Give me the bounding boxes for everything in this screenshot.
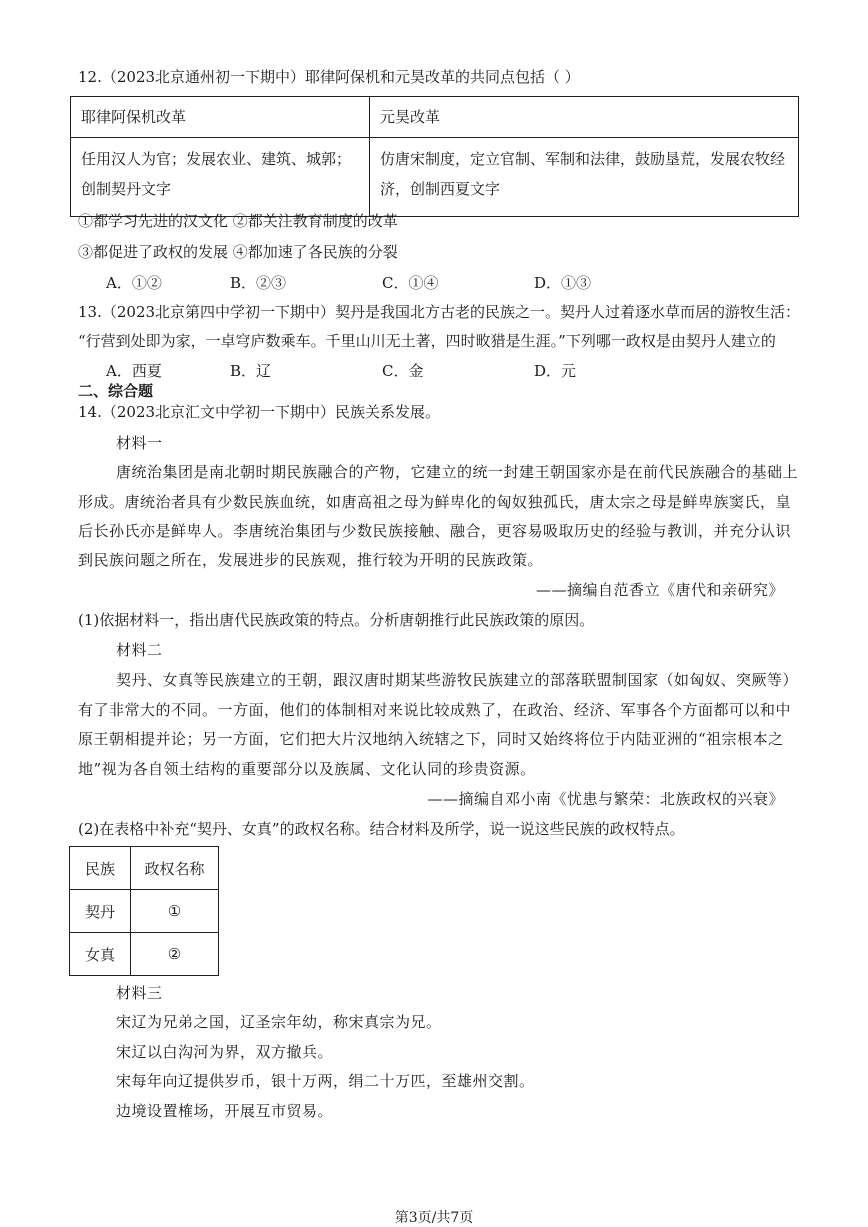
q12-option-b[interactable]: B．②③: [230, 274, 287, 292]
material-3-line-2: 宋辽以白沟河为界，双方撤兵。: [116, 1043, 334, 1061]
material-1-line-3: 后长孙氏亦是鲜卑人。李唐统治集团与少数民族接触、融合，更容易吸取历史的经验与教训，并充分认识: [78, 522, 792, 540]
material-1-source: ——摘编自范香立《唐代和亲研究》: [535, 581, 784, 599]
material-2-title: 材料二: [116, 641, 163, 659]
material-3-line-4: 边境设置榷场，开展互市贸易。: [116, 1102, 334, 1120]
material-1-line-2: 形成。唐统治者具有少数民族血统，如唐高祖之母为鲜卑化的匈奴独孤氏，唐太宗之母是鲜卑族窦氏，皇: [78, 493, 792, 511]
q12-table-header-2: 元昊改革: [370, 97, 799, 138]
material-3-line-3: 宋每年向辽提供岁币，银十万两，绢二十万匹，至雄州交割。: [116, 1072, 535, 1090]
q13-option-d[interactable]: D．元: [534, 362, 577, 380]
q12-table: [70, 96, 799, 217]
regime-table-blank-2[interactable]: ②: [131, 933, 219, 976]
regime-table-ethnic-qidan: 契丹: [70, 890, 131, 933]
regime-table: [69, 846, 219, 976]
sub-question-1: (1)依据材料一，指出唐代民族政策的特点。分析唐朝推行此民族政策的原因。: [78, 611, 595, 629]
material-3-line-1: 宋辽为兄弟之国，辽圣宗年幼，称宋真宗为兄。: [116, 1013, 442, 1031]
regime-table-header-ethnic: 民族: [70, 847, 131, 890]
q12-table-cell-1: 任用汉人为官；发展农业、建筑、城郭；创制契丹文字: [71, 138, 370, 217]
material-1-line-1: 唐统治集团是南北朝时期民族融合的产物，它建立的统一封建王朝国家亦是在前代民族融合的基础上: [116, 463, 799, 481]
material-2-line-4: 地”视为各自领土结构的重要部分以及族属、文化认同的珍贵资源。: [78, 760, 536, 778]
q13-option-c[interactable]: C．金: [382, 362, 424, 380]
material-2-source: ——摘编自邓小南《忧患与繁荣：北族政权的兴衰》: [427, 790, 784, 808]
section-heading: 二、综合题: [78, 382, 154, 400]
q12-option-c[interactable]: C．①④: [382, 274, 439, 292]
material-3-title: 材料三: [116, 984, 163, 1002]
q13-option-a[interactable]: A．西夏: [106, 362, 162, 380]
sub-question-2: (2)在表格中补充“契丹、女真”的政权名称。结合材料及所学，说一说这些民族的政权特点。: [78, 820, 685, 838]
q12-table-cell-2: 仿唐宋制度，定立官制、军制和法律，鼓励垦荒，发展农牧经济，创制西夏文字: [370, 138, 799, 217]
q14-stem: 14.（2023北京汇文中学初一下期中）民族关系发展。: [78, 403, 441, 421]
material-1-title: 材料一: [116, 434, 163, 452]
material-1-line-4: 到民族问题之所在，发展进步的民族观，推行较为开明的民族政策。: [78, 551, 544, 569]
regime-table-ethnic-nvzhen: 女真: [70, 933, 131, 976]
q12-statement-2: ③都促进了政权的发展 ④都加速了各民族的分裂: [78, 243, 398, 261]
q13-option-b[interactable]: B．辽: [230, 362, 272, 380]
q12-statement-1: ①都学习先进的汉文化 ②都关注教育制度的改革: [78, 212, 398, 230]
material-2-line-2: 有了非常大的不同。一方面，他们的体制相对来说比较成熟了，在政治、经济、军事各个方面都可以和中: [78, 701, 792, 719]
material-2-line-3: 原王朝相提并论；另一方面，它们把大片汉地纳入统辖之下，同时又始终将位于内陆亚洲的“祖宗根本之: [78, 730, 784, 748]
page-number: 第3页/共7页: [394, 1210, 474, 1226]
q12-stem: 12.（2023北京通州初一下期中）耶律阿保机和元昊改革的共同点包括（ ）: [78, 68, 580, 86]
regime-table-blank-1[interactable]: ①: [131, 890, 219, 933]
q13-stem-line-1: 13.（2023北京第四中学初一下期中）契丹是我国北方古老的民族之一。契丹人过着逐水草而居的游牧生活：: [78, 303, 801, 321]
regime-table-header-name: 政权名称: [131, 847, 219, 890]
material-2-line-1: 契丹、女真等民族建立的王朝，跟汉唐时期某些游牧民族建立的部落联盟制国家（如匈奴、突厥等）: [116, 671, 799, 689]
q12-table-header-1: 耶律阿保机改革: [71, 97, 370, 138]
q12-option-d[interactable]: D．①③: [534, 274, 592, 292]
q12-option-a[interactable]: A．①②: [106, 274, 162, 292]
q13-stem-line-2: “行营到处即为家，一卓穹庐数乘车。千里山川无土著，四时畋猎是生涯。”下列哪一政权是由契丹人建立的: [78, 332, 776, 350]
